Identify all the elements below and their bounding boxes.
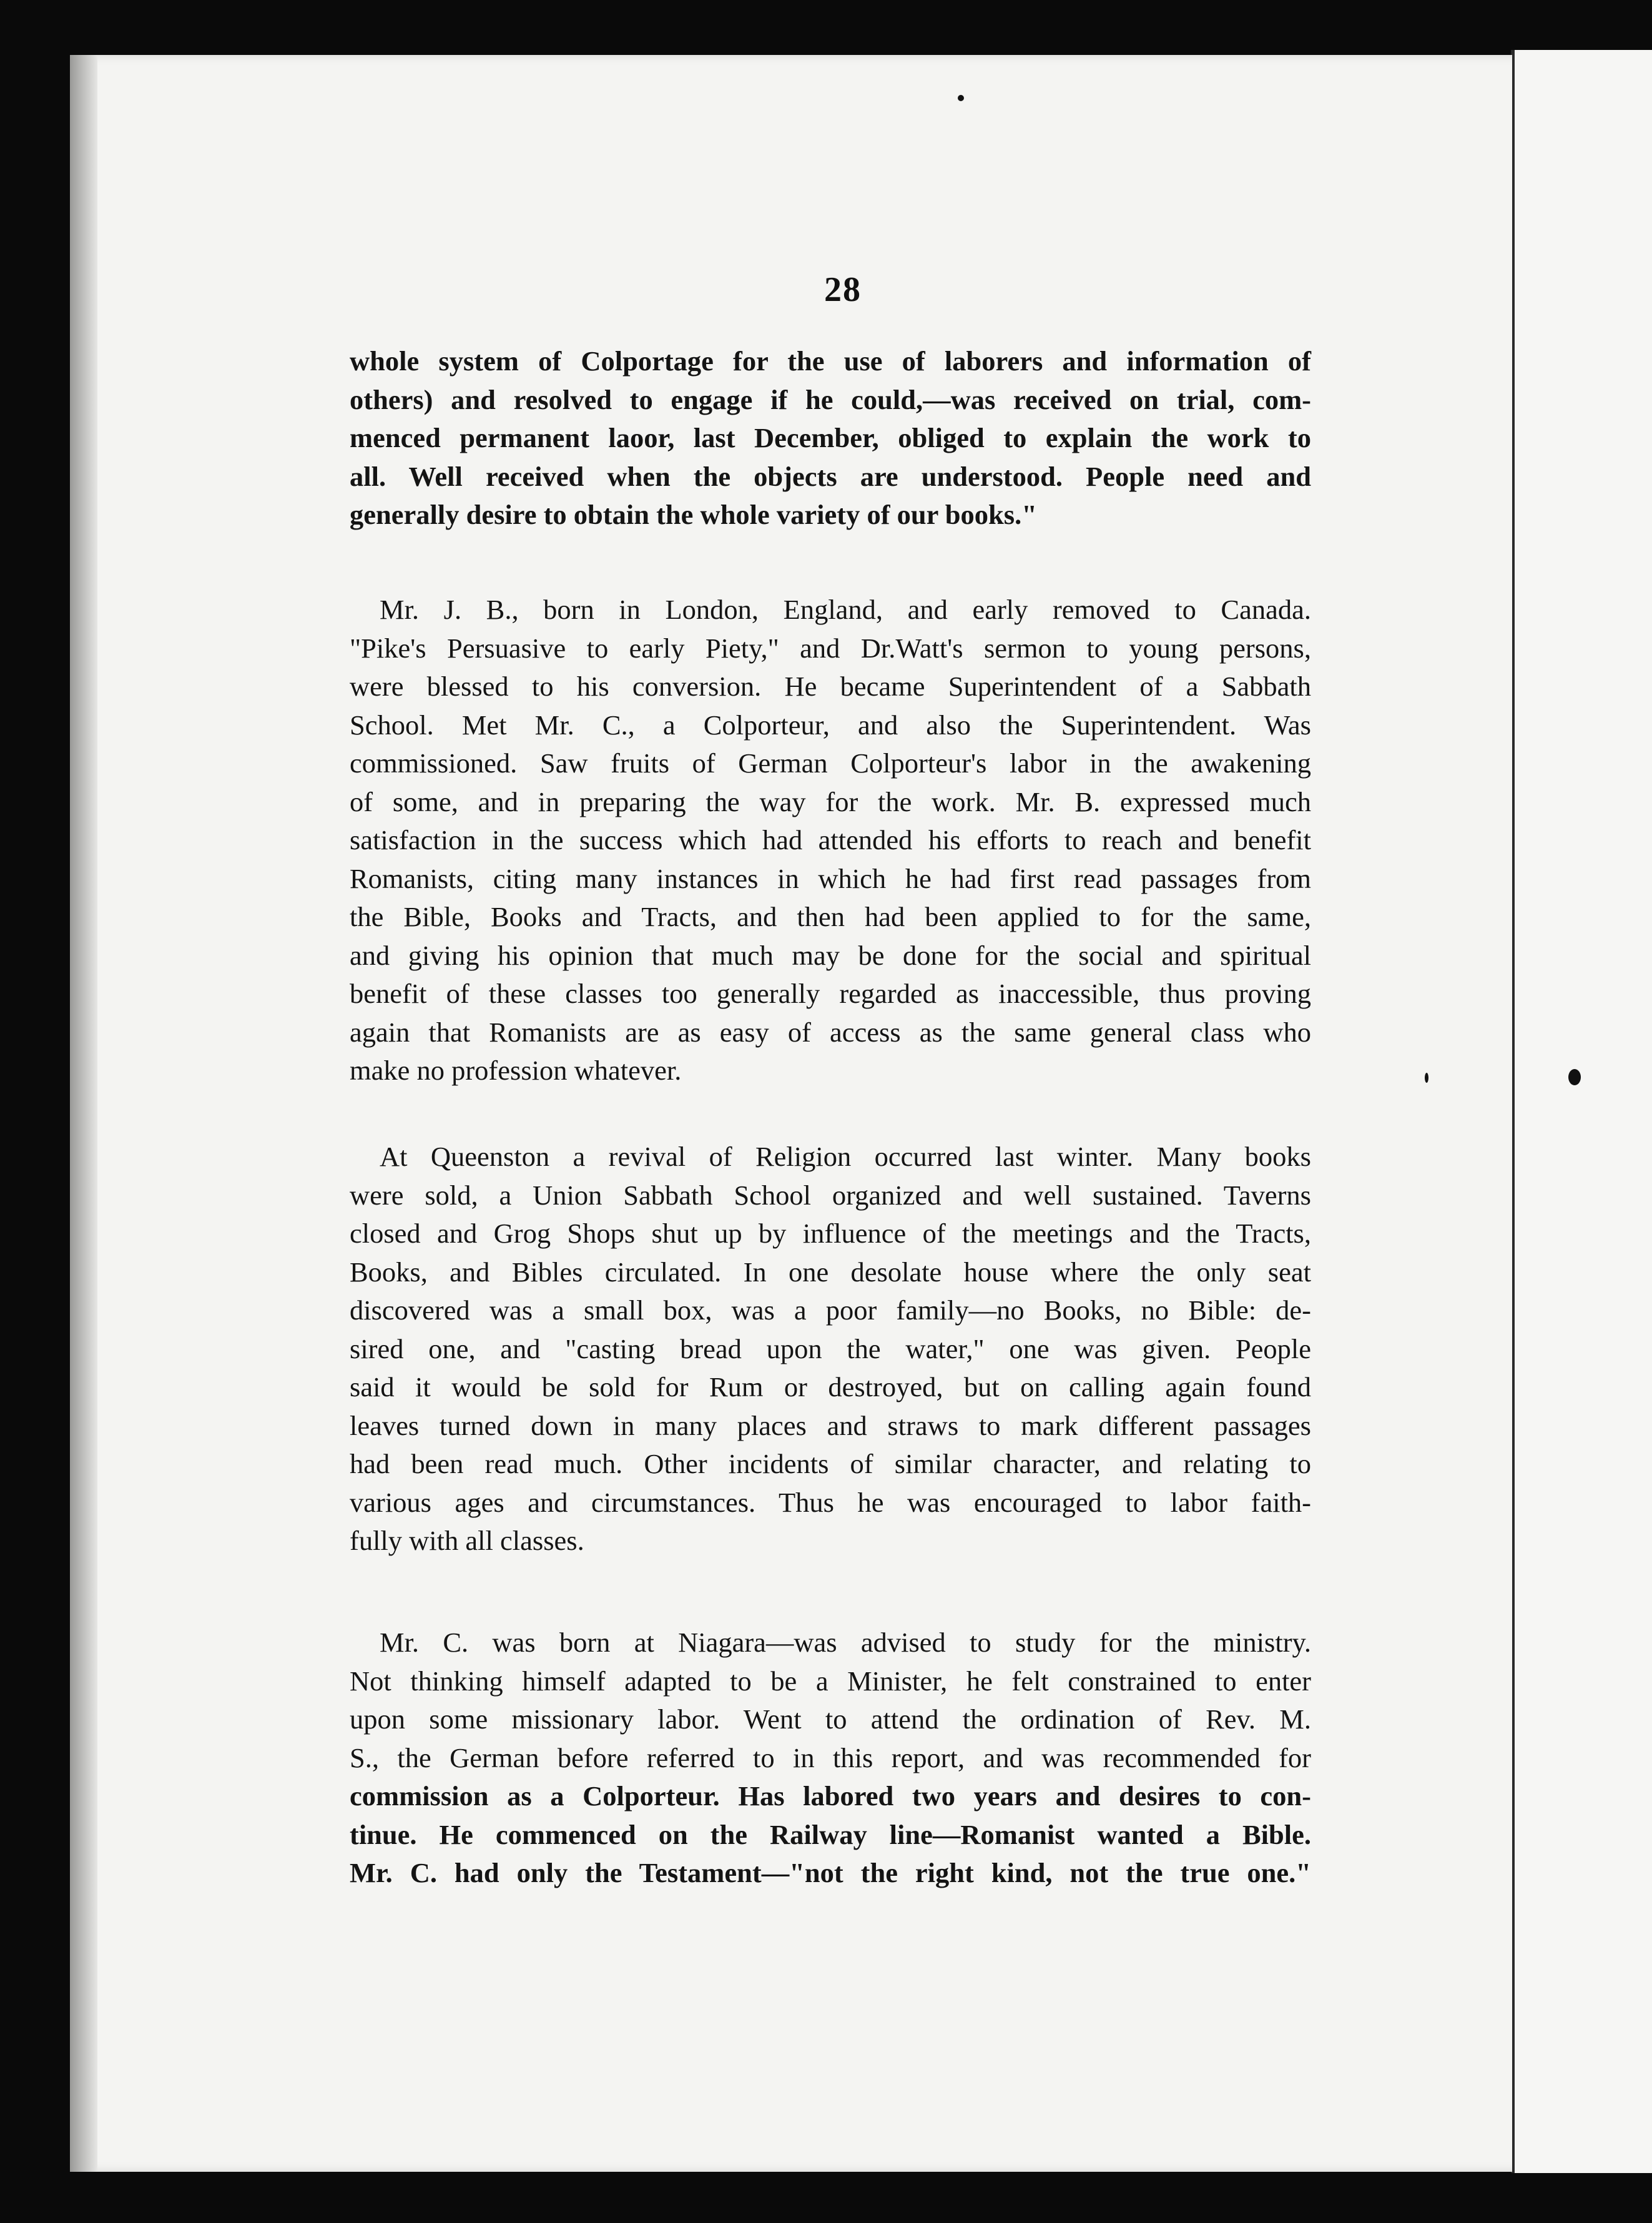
text-line: Mr. J. B., born in London, England, and early removed to Canada.: [380, 594, 1311, 625]
text-line: closed and Grog Shops shut up by influence of the meetings and the Tracts,: [350, 1218, 1311, 1249]
text-line: Romanists, citing many instances in which he had first read passages from: [350, 862, 1311, 894]
text-line: of some, and in preparing the way for the work. Mr. B. expressed much: [350, 786, 1311, 817]
paragraph-1: [350, 342, 1311, 535]
page-gutter-shadow: [70, 55, 97, 2172]
text-line: fully with all classes.: [350, 1525, 584, 1556]
text-line: all. Well received when the objects are understood. People need and: [350, 460, 1311, 492]
text-line: discovered was a small box, was a poor family—no Books, no Bible: de-: [350, 1294, 1311, 1326]
text-line: others) and resolved to engage if he could,—was received on trial, com-: [350, 383, 1311, 415]
text-line: S., the German before referred to in this report, and was recommended for: [350, 1742, 1311, 1773]
text-line: sired one, and "casting bread upon the water," one was given. People: [350, 1333, 1311, 1364]
text-line: various ages and circumstances. Thus he was encouraged to labor faith-: [350, 1486, 1311, 1518]
ink-speck: [958, 95, 964, 101]
text-line: leaves turned down in many places and straws to mark different passages: [350, 1409, 1311, 1441]
text-line: "Pike's Persuasive to early Piety," and Dr.Watt's sermon to young persons,: [350, 632, 1311, 664]
text-line: menced permanent laoor, last December, obliged to explain the work to: [350, 422, 1311, 453]
text-line: upon some missionary labor. Went to attend the ordination of Rev. M.: [350, 1703, 1311, 1735]
text-line: tinue. He commenced on the Railway line—Romanist wanted a Bible.: [350, 1818, 1311, 1850]
text-line: had been read much. Other incidents of similar character, and relating to: [350, 1448, 1311, 1479]
text-line: Mr. C. had only the Testament—"not the right kind, not the true one.": [350, 1857, 1311, 1888]
text-line: again that Romanists are as easy of access as the same general class who: [350, 1016, 1311, 1048]
text-line: and giving his opinion that much may be done for the social and spiritual: [350, 939, 1311, 971]
text-line: satisfaction in the success which had attended his efforts to reach and benefit: [350, 824, 1311, 855]
paragraph-2: [350, 591, 1311, 1090]
text-line: Not thinking himself adapted to be a Minister, he felt constrained to enter: [350, 1665, 1311, 1697]
text-line: the Bible, Books and Tracts, and then had been applied to for the same,: [350, 901, 1311, 932]
text-line: commission as a Colporteur. Has labored two years and desires to con-: [350, 1780, 1311, 1811]
text-line: Books, and Bibles circulated. In one desolate house where the only seat: [350, 1256, 1311, 1288]
text-line: generally desire to obtain the whole variety of our books.": [350, 499, 1037, 530]
ink-speck: [1568, 1069, 1581, 1085]
text-line: Mr. C. was born at Niagara—was advised to study for the ministry.: [380, 1627, 1311, 1658]
text-line: At Queenston a revival of Religion occurred last winter. Many books: [380, 1141, 1311, 1172]
text-line: whole system of Colportage for the use of laborers and information of: [350, 345, 1311, 377]
text-line: said it would be sold for Rum or destroyed, but on calling again found: [350, 1371, 1311, 1402]
paragraph-4: [350, 1624, 1311, 1893]
text-line: were sold, a Union Sabbath School organized and well sustained. Taverns: [350, 1179, 1311, 1211]
ink-speck: [1425, 1073, 1428, 1083]
text-line: were blessed to his conversion. He became Superintendent of a Sabbath: [350, 671, 1311, 702]
facing-page-edge: [1511, 50, 1652, 2173]
paragraph-3: [350, 1138, 1311, 1560]
text-line: commissioned. Saw fruits of German Colporteur's labor in the awakening: [350, 747, 1311, 779]
page-number: 28: [824, 270, 862, 309]
text-line: School. Met Mr. C., a Colporteur, and also the Superintendent. Was: [350, 709, 1311, 741]
text-line: make no profession whatever.: [350, 1055, 682, 1086]
text-line: benefit of these classes too generally regarded as inaccessible, thus proving: [350, 978, 1311, 1009]
